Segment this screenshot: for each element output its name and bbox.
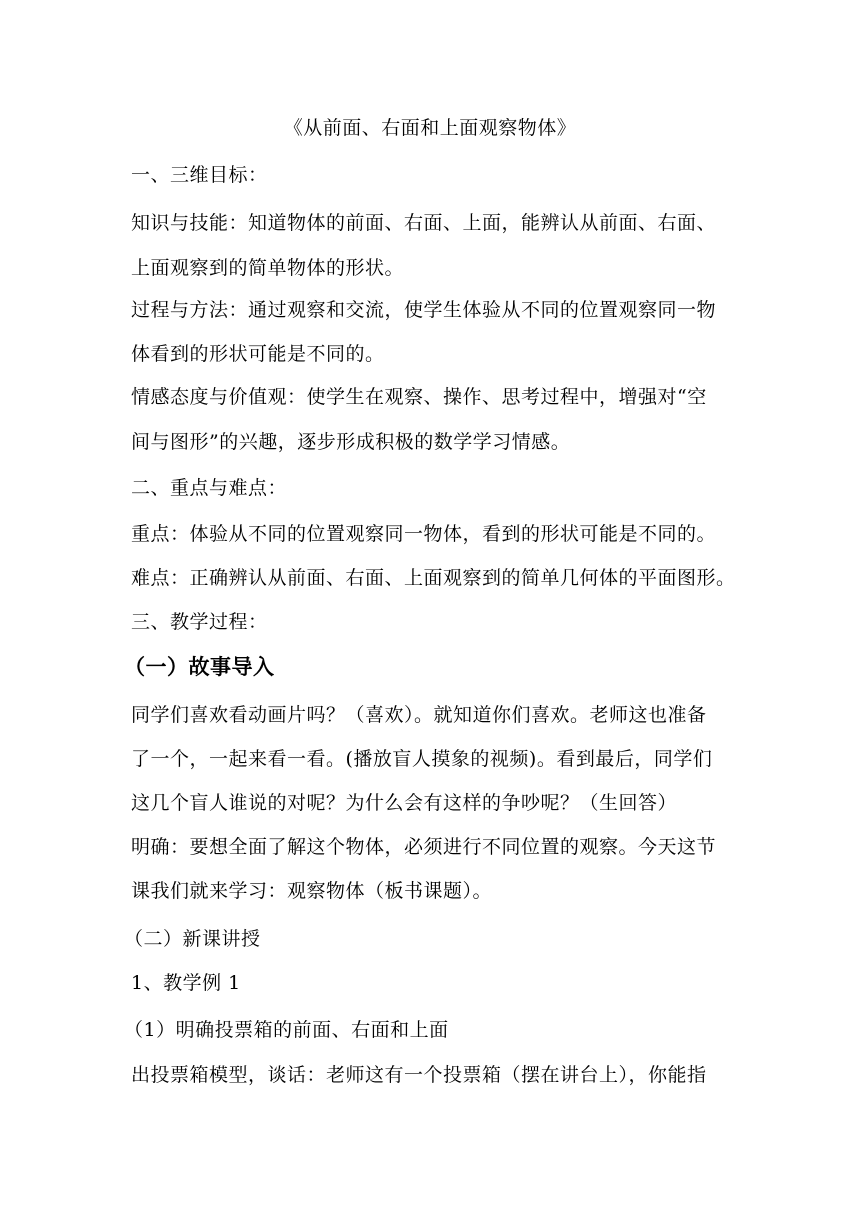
part1-heading: （一）故事导入 (124, 655, 275, 679)
section-heading-goals: 一、三维目标： (131, 164, 268, 186)
clarify-line1: 明确：要想全面了解这个物体，必须进行不同位置的观察。今天这节 (131, 836, 717, 858)
intro-line3: 这几个盲人谁说的对呢？为什么会有这样的争吵呢？（生回答） (131, 792, 678, 814)
goal-knowledge-line2: 上面观察到的简单物体的形状。 (131, 257, 405, 279)
difficult-point-text: 难点：正确辨认从前面、右面、上面观察到的简单几何体的平面图形。 (131, 567, 736, 589)
example-heading: 1、教学例 1 (131, 972, 241, 994)
box-model-line1: 出投票箱模型，谈话：老师这有一个投票箱（摆在讲台上），你能指 (131, 1064, 707, 1086)
key-point-text: 重点：体验从不同的位置观察同一物体，看到的形状可能是不同的。 (131, 523, 717, 545)
goal-attitude-line2: 间与图形”的兴趣，逐步形成积极的数学学习情感。 (131, 431, 571, 453)
section-heading-process: 三、教学过程： (131, 611, 268, 633)
part2-heading: （二）新课讲授 (124, 928, 261, 950)
section-heading-key-points: 二、重点与难点： (131, 477, 288, 499)
document-title: 《从前面、右面和上面观察物体》 (283, 117, 577, 139)
intro-line2: 了一个，一起来看一看。(播放盲人摸象的视频)。看到最后，同学们 (131, 748, 713, 770)
goal-attitude-line1: 情感态度与价值观：使学生在观察、操作、思考过程中，增强对“空 (131, 386, 707, 408)
clarify-line2: 课我们就来学习：观察物体（板书课题）。 (131, 880, 493, 902)
goal-process-line1: 过程与方法：通过观察和交流，使学生体验从不同的位置观察同一物 (131, 299, 717, 321)
goal-knowledge-line1: 知识与技能：知道物体的前面、右面、上面，能辨认从前面、右面、 (131, 212, 717, 234)
intro-line1: 同学们喜欢看动画片吗？（喜欢）。就知道你们喜欢。老师这也准备 (131, 704, 707, 726)
goal-process-line2: 体看到的形状可能是不同的。 (131, 343, 385, 365)
sub-heading: （1）明确投票箱的前面、右面和上面 (124, 1019, 449, 1041)
